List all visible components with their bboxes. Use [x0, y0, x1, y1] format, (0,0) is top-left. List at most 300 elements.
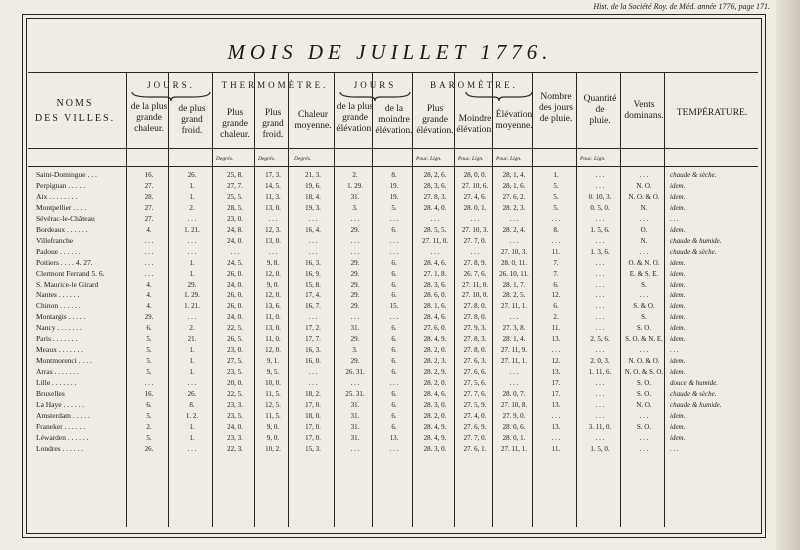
table-cell: S. O. — [636, 324, 652, 333]
column-header-line: de — [595, 105, 605, 115]
table-cell: 17, 0. — [305, 433, 321, 442]
table-cell: S. O. & N. E. — [625, 335, 663, 344]
table-cell: 6. — [391, 368, 397, 377]
table-cell: . . . — [509, 313, 519, 322]
table-cell: 26, 0. — [227, 269, 243, 278]
table-cell: . . . — [595, 280, 605, 289]
table-cell: 28. 2, 9. — [423, 368, 447, 377]
table-cell: . . . — [308, 236, 318, 245]
table-cell: . . . — [595, 346, 605, 355]
table-cell: 6. — [553, 280, 559, 289]
city-name: Franeker . . . . . . — [36, 421, 86, 431]
table-cell: 27. 10, 8. — [500, 400, 528, 409]
table-cell: 6. — [146, 400, 152, 409]
column-header-line: grande — [342, 113, 368, 123]
table-cell: 28, 3, 6. — [423, 181, 447, 190]
table-cell: 1. 29. — [347, 181, 363, 190]
table-cell: . . . — [551, 346, 561, 355]
table-cell: 24, 5. — [227, 258, 243, 267]
table-cell: 26. 31. — [345, 368, 365, 377]
column-header-line: Chaleur — [297, 110, 329, 120]
table-cell: 17, 2. — [305, 324, 321, 333]
table-cell: 27. 8, 0. — [463, 313, 487, 322]
table-cell: . . . — [350, 313, 360, 322]
table-cell: 25, 8. — [227, 171, 243, 179]
table-cell: . . . — [595, 171, 605, 179]
table-cell: . . . — [144, 379, 154, 388]
table-cell: 27. 9, 0. — [502, 411, 526, 420]
table-cell: 1. — [189, 433, 195, 442]
table-cell: idem. — [670, 335, 686, 344]
table-cell: . . . — [595, 291, 605, 300]
table-cell: 27. 11, 1. — [501, 444, 527, 453]
table-cell: 27. 11, 9. — [501, 346, 527, 355]
table-cell: . . . — [595, 258, 605, 267]
table-cell: . . . — [430, 214, 440, 223]
table-cell: . . . — [509, 236, 519, 245]
table-cell: 8. — [553, 225, 559, 234]
table-cell: . . . — [187, 247, 197, 256]
city-name: Léwarden . . . . . . — [36, 432, 89, 442]
table-cell: . . . — [144, 236, 154, 245]
column-header-2 — [170, 104, 214, 137]
column-header-8 — [414, 104, 456, 137]
table-cell: idem. — [670, 291, 686, 300]
table-cell: 12, 0. — [265, 269, 281, 278]
city-name: Sévérac-le-Château — [36, 213, 95, 223]
column-header-line: de pluie. — [539, 114, 573, 124]
table-cell: 23, 0. — [227, 346, 243, 355]
table-cell: . . . — [144, 258, 154, 267]
table-cell: 6. — [391, 280, 397, 289]
table-cell: 1. — [189, 357, 195, 366]
column-header-line: froid. — [181, 126, 203, 136]
table-cell: 27. 10, 6. — [461, 181, 489, 190]
table-cell: 5. — [146, 411, 152, 420]
table-cell: 28. 2, 5. — [502, 291, 526, 300]
table-cell: 5. — [146, 357, 152, 366]
table-cell: 27, 5. — [227, 357, 243, 366]
city-name: Nantes . . . . . . — [36, 290, 80, 300]
table-cell: 28. 3, 6. — [423, 280, 447, 289]
table-cell: 25, 5. — [227, 192, 243, 201]
table-cell: . . . — [268, 247, 278, 256]
table-cell: 6. — [391, 357, 397, 366]
table-cell: 6. — [391, 390, 397, 398]
table-cell: idem. — [670, 192, 686, 201]
table-cell: 28. 4, 9. — [423, 335, 447, 344]
table-cell: 27. 11, 1. — [501, 357, 527, 366]
table-cell: N. O. & O. — [628, 192, 660, 201]
table-cell: 28. 4, 9. — [423, 433, 447, 442]
table-cell: 6. — [391, 269, 397, 278]
table-cell: . . . — [595, 181, 605, 190]
table-cell: 28. 1, 6. — [423, 302, 447, 311]
table-cell: 13, 0. — [265, 324, 281, 333]
table-cell: 31. — [350, 324, 360, 333]
column-header-line: élévation. — [456, 125, 494, 135]
table-cell: 15, 3. — [305, 444, 321, 453]
table-cell: 17, 7. — [305, 335, 321, 344]
city-name: Perpignan . . . . . — [36, 180, 86, 190]
city-name: Paris . . . . . . . — [36, 334, 78, 344]
table-cell: 27. 6, 3. — [463, 357, 487, 366]
table-cell: 1. — [189, 258, 195, 267]
table-cell: . . . — [639, 346, 649, 355]
table-cell: S. — [641, 280, 647, 289]
table-cell: 20, 0. — [227, 379, 243, 388]
table-cell: 29. — [350, 280, 360, 289]
table-cell: 28. 5, 5. — [423, 225, 447, 234]
unit-pouc-lign: Pouc. Lign. — [458, 156, 484, 162]
table-cell: . . . — [308, 247, 318, 256]
table-cell: 28, 1, 6. — [502, 181, 526, 190]
table-cell: . . . — [187, 379, 197, 388]
table-cell: idem. — [670, 269, 686, 278]
brace-jours-1 — [130, 90, 212, 102]
table-cell: . . . — [595, 400, 605, 409]
table-cell: 21. — [187, 335, 197, 344]
table-cell: 24, 0. — [227, 313, 243, 322]
table-cell: 27. — [144, 181, 154, 190]
city-name: Montargis . . . . . — [36, 312, 86, 322]
table-cell: . . . — [670, 346, 679, 355]
table-cell: . . . — [595, 433, 605, 442]
names-header-line-1: NOMS — [56, 98, 94, 109]
column-header-line: de la — [384, 104, 404, 114]
table-cell: 4. — [146, 225, 152, 234]
unit-pouc-lign: Pouc. Lign. — [496, 156, 522, 162]
table-cell: 5. — [146, 368, 152, 377]
header-top-rule — [28, 72, 758, 73]
table-cell: 17, 3. — [265, 171, 281, 179]
table-cell: 27. 8, 0. — [463, 302, 487, 311]
table-cell: S. O. — [636, 390, 652, 398]
table-cell: 12, 3. — [265, 225, 281, 234]
table-cell: 27. 6, 0. — [423, 324, 447, 333]
table-cell: . . . — [595, 236, 605, 245]
table-cell: 0. 5, 0. — [590, 203, 610, 212]
table-cell: 12. — [551, 291, 561, 300]
city-name: Chinon . . . . . . — [36, 301, 81, 311]
table-cell: . . . — [639, 291, 649, 300]
table-cell: 27. 11, 1. — [501, 302, 527, 311]
city-name: Clermont Ferrand 5. 6. — [36, 268, 105, 278]
table-cell: 22, 5. — [227, 390, 243, 398]
table-cell: . . . — [350, 247, 360, 256]
table-cell: 5. — [553, 203, 559, 212]
table-cell: 27. 6, 2. — [502, 192, 526, 201]
table-cell: 13, 6. — [265, 302, 281, 311]
table-cell: 3. — [352, 346, 358, 355]
table-cell: . . . — [350, 236, 360, 245]
table-cell: 17. — [551, 390, 561, 398]
table-cell: 6. — [391, 411, 397, 420]
table-cell: 11. — [551, 247, 561, 256]
table-cell: 27. 5, 6. — [463, 379, 487, 388]
table-cell: 27. 11, 0. — [422, 236, 448, 245]
table-cell: 16, 7. — [305, 302, 321, 311]
table-cell: 28. 0, 1. — [463, 203, 487, 212]
table-cell: 11, 0. — [265, 335, 281, 344]
table-cell: 16, 4. — [305, 225, 321, 234]
table-cell: 5. — [553, 181, 559, 190]
table-cell: . . . — [389, 214, 399, 223]
table-cell: 23, 5. — [227, 411, 243, 420]
city-name: La Haye . . . . . . — [36, 399, 85, 409]
table-cell: 9, 0. — [266, 433, 280, 442]
table-cell: 15. — [389, 302, 399, 311]
table-cell: 27. 7, 0. — [463, 433, 487, 442]
table-cell: 19. — [389, 192, 399, 201]
city-name: Meaux . . . . . . . — [36, 345, 84, 355]
table-cell: 9, 8. — [266, 258, 280, 267]
table-cell: 29. — [350, 335, 360, 344]
city-name: Londres . . . . . . — [36, 443, 84, 453]
table-cell: 2. — [146, 422, 152, 431]
table-cell: 27. 6, 1. — [463, 444, 487, 453]
table-cell: 13. — [389, 433, 399, 442]
table-cell: 16, 0. — [305, 357, 321, 366]
city-name: Saint-Domingue . . . — [36, 170, 97, 179]
table-cell: 22, 5. — [227, 324, 243, 333]
column-header-line: chaleur. — [220, 130, 250, 140]
table-cell: 6. — [146, 324, 152, 333]
unit-degres: Degrés. — [258, 156, 276, 162]
column-header-line: de plus — [178, 104, 206, 114]
table-cell: 6. — [391, 335, 397, 344]
table-cell: idem. — [670, 422, 686, 431]
table-cell: 27. 8, 3. — [423, 192, 447, 201]
column-header-line: grande — [422, 115, 448, 125]
table-cell: . . . — [470, 214, 480, 223]
group-thermometre: THERMOMÈTRE. — [221, 80, 329, 90]
table-cell: . . . — [595, 379, 605, 388]
table-cell: . . . — [389, 313, 399, 322]
column-header-line: Moindre — [458, 114, 492, 124]
table-cell: 3. 11, 0. — [588, 422, 612, 431]
table-cell: 26. — [187, 390, 197, 398]
table-cell: . . . — [308, 214, 318, 223]
table-cell: chaude & humide. — [670, 400, 722, 409]
table-cell: 16. — [144, 171, 154, 179]
table-cell: 29. — [144, 313, 154, 322]
table-cell: 31. — [350, 433, 360, 442]
table-cell: 6. — [391, 324, 397, 333]
column-header-line: grand — [262, 119, 284, 129]
table-cell: . . . — [187, 313, 197, 322]
table-cell: idem. — [670, 411, 686, 420]
table-cell: 28. 0, 11. — [501, 258, 527, 267]
table-cell: douce & humide. — [670, 379, 719, 388]
table-cell: . . . — [639, 214, 649, 223]
table-cell: . . . — [144, 247, 154, 256]
table-cell: 16. — [144, 390, 154, 398]
table-cell: 2. — [189, 203, 195, 212]
table-cell: 27. 9, 3. — [463, 324, 487, 333]
table-cell: 1. 5, 0. — [590, 444, 610, 453]
table-cell: 28. 2, 3. — [502, 203, 526, 212]
running-head: Hist. de la Société Roy. de Méd. année 1776, page 171. — [593, 2, 770, 11]
table-cell: 27. 5, 9. — [463, 400, 487, 409]
table-cell: 23, 5. — [227, 368, 243, 377]
table-cell: 19, 3. — [305, 203, 321, 212]
table-cell: 11. — [551, 324, 561, 333]
table-cell: . . . — [670, 444, 679, 453]
table-cell: 11, 0. — [265, 313, 281, 322]
table-cell: 27. 8, 3. — [463, 335, 487, 344]
table-cell: 6. — [391, 400, 397, 409]
table-cell: 1. 5, 6. — [590, 225, 610, 234]
table-cell: 28, 2, 6. — [423, 171, 447, 179]
table-cell: 27, 7. — [227, 181, 243, 190]
column-rule — [126, 72, 127, 527]
table-cell: idem. — [670, 324, 686, 333]
page-title: MOIS DE JUILLET 1776. — [227, 40, 553, 64]
column-header-line: moyenne. — [495, 121, 533, 131]
table-cell: 2. 5, 6. — [590, 335, 610, 344]
table-cell: 14, 5. — [265, 181, 281, 190]
table-cell: . . . — [639, 444, 649, 453]
table-cell: . . . — [187, 214, 197, 223]
table-cell: 28. 6, 0. — [423, 291, 447, 300]
city-name: Arras . . . . . . . — [36, 367, 79, 377]
units-bottom-rule — [28, 166, 758, 167]
table-cell: 18, 4. — [305, 192, 321, 201]
table-cell: . . . — [509, 368, 519, 377]
names-header — [30, 96, 120, 126]
table-cell: idem. — [670, 433, 686, 442]
column-header-line: élévation. — [416, 126, 454, 136]
table-cell: idem. — [670, 357, 686, 366]
table-cell: . . . — [670, 214, 679, 223]
table-cell: 6. — [391, 291, 397, 300]
table-cell: 28. 4, 9. — [423, 422, 447, 431]
column-header-9 — [456, 114, 494, 136]
group-jours-2: JOURS — [353, 80, 397, 90]
table-cell: 27. 8, 0. — [463, 346, 487, 355]
table-cell: 6. — [391, 225, 397, 234]
table-cell: 6. — [391, 346, 397, 355]
table-cell: 13. — [551, 400, 561, 409]
table-cell: 6. — [553, 302, 559, 311]
table-cell: 2. — [553, 313, 559, 322]
table-cell: 4. — [146, 291, 152, 300]
unit-degres: Degrés. — [294, 156, 312, 162]
table-cell: . . . — [595, 324, 605, 333]
column-header-line: dominans. — [624, 111, 664, 121]
table-cell: 27. 4, 6. — [463, 192, 487, 201]
table-cell: 18, 2. — [305, 390, 321, 398]
table-cell: 5. — [391, 203, 397, 212]
column-header-line: grande — [222, 119, 248, 129]
table-cell: . . . — [551, 411, 561, 420]
table-cell: O. — [640, 225, 648, 234]
table-cell: S. & O. — [633, 302, 655, 311]
table-cell: 28. — [144, 192, 154, 201]
table-cell: 27. — [144, 214, 154, 223]
table-cell: 24, 0. — [227, 236, 243, 245]
table-cell: 8. — [189, 400, 195, 409]
table-cell: 28, 1, 4. — [502, 171, 526, 179]
table-cell: 24, 8. — [227, 225, 243, 234]
table-cell: 26, 0. — [227, 291, 243, 300]
table-cell: 23, 3. — [227, 400, 243, 409]
table-cell: 0. 10, 3. — [588, 192, 612, 201]
column-header-line: Plus — [226, 108, 244, 118]
table-cell: 1. — [189, 269, 195, 278]
column-header-line: élévation. — [375, 126, 413, 136]
table-cell: 27. 10, 3. — [500, 247, 528, 256]
table-cell: 28. 4, 6. — [423, 313, 447, 322]
table-cell: 26. — [144, 444, 154, 453]
table-cell: 11. — [551, 444, 561, 453]
table-cell: . . . — [551, 433, 561, 442]
column-header-line: élévation. — [336, 124, 374, 134]
table-cell: chaude & humide. — [670, 236, 722, 245]
table-cell: 27. 7, 6. — [463, 390, 487, 398]
table-cell: 26, 0. — [227, 302, 243, 311]
city-name: Villefranche — [36, 235, 74, 245]
table-cell: 15, 8. — [305, 280, 321, 289]
table-cell: 27. 1, 8. — [423, 269, 447, 278]
unit-degres: Degrés. — [216, 156, 234, 162]
table-cell: 23, 3. — [227, 433, 243, 442]
column-header-14 — [666, 108, 758, 119]
table-cell: 27. 6, 9. — [463, 422, 487, 431]
table-cell: . . . — [187, 236, 197, 245]
table-cell: idem. — [670, 302, 686, 311]
table-cell: 7. — [553, 269, 559, 278]
table-cell: 1. — [189, 181, 195, 190]
table-cell: 28. 2, 0. — [423, 411, 447, 420]
table-cell: . . . — [509, 214, 519, 223]
table-cell: . . . — [187, 444, 197, 453]
column-header-line: de la plus — [336, 102, 374, 112]
table-cell: . . . — [389, 247, 399, 256]
table-cell: 9, 0. — [266, 422, 280, 431]
table-cell: chaude & sèche. — [670, 171, 717, 179]
table-cell: 27. 10, 0. — [461, 291, 489, 300]
table-cell: 1. 2. — [185, 411, 199, 420]
column-header-line: grande — [136, 113, 162, 123]
table-cell: 13. — [551, 368, 561, 377]
table-cell: 28. 2, 3. — [423, 357, 447, 366]
table-cell: 29. — [350, 291, 360, 300]
table-cell: 31. — [350, 411, 360, 420]
table-cell: idem. — [670, 368, 686, 377]
table-cell: 27. — [144, 203, 154, 212]
table-cell: 28. 4, 6. — [423, 258, 447, 267]
column-header-line: chaleur. — [134, 124, 164, 134]
table-cell: 28. 2, 0. — [423, 379, 447, 388]
table-cell: 12. — [551, 357, 561, 366]
table-cell: . . . — [430, 247, 440, 256]
book-gutter — [776, 0, 800, 550]
table-cell: 21, 3. — [305, 171, 321, 179]
table-cell: N. O. & O. — [628, 357, 660, 366]
table-cell: . . . — [230, 247, 240, 256]
column-header-line: de la plus — [130, 102, 168, 112]
table-cell: 31. — [350, 400, 360, 409]
table-cell: 29. — [350, 357, 360, 366]
column-header-3 — [214, 108, 256, 141]
city-name: Aix . . . . . . . . — [36, 191, 78, 201]
column-header-12 — [578, 94, 622, 127]
table-cell: 13, 0. — [265, 236, 281, 245]
table-cell: O. & N. O. — [628, 258, 660, 267]
table-cell: idem. — [670, 258, 686, 267]
